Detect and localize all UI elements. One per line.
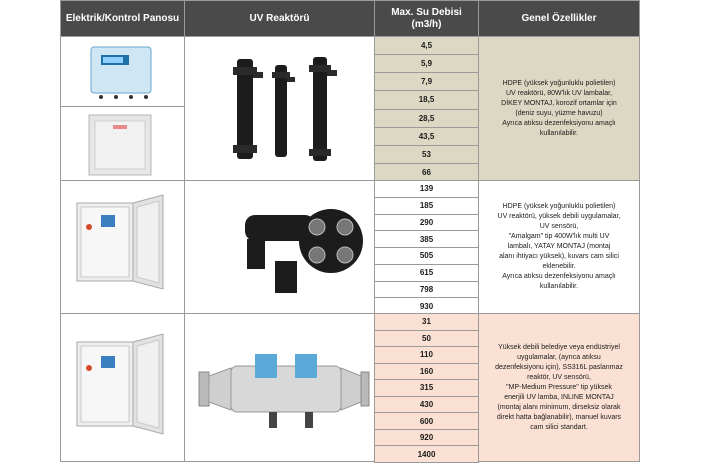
blue-control-panel-icon bbox=[61, 37, 186, 108]
flow-value-cell: 160 bbox=[374, 363, 479, 381]
flow-value-cell: 315 bbox=[374, 379, 479, 397]
flow-value-cell: 430 bbox=[374, 396, 479, 414]
flow-value-cell: 31 bbox=[374, 313, 479, 331]
flow-value-cell: 50 bbox=[374, 330, 479, 348]
flow-value-cell: 28,5 bbox=[374, 109, 479, 128]
flow-value-cell: 290 bbox=[374, 214, 479, 232]
horizontal-multi-lamp-uv-reactor-icon bbox=[185, 181, 376, 315]
flow-value-cell: 385 bbox=[374, 230, 479, 248]
open-electrical-cabinet-icon bbox=[61, 314, 186, 463]
features-description: HDPE (yüksek yoğunluklu polietilen) UV reaktörü, yüksek debili uygulamalar, UV sensörü, "Amalgam" tip 400W'lık multi UV lambalı, YATAY MONTAJ (montaj alanı ihtiyacı yüksek), kuvars cam silici eklenebilir. Ayrıca atıksu dezenfeksiyonu amaçlı kullanılabilir. bbox=[478, 180, 640, 314]
header-flow: Max. Su Debisi (m3/h) bbox=[374, 0, 479, 37]
flow-value-cell: 43,5 bbox=[374, 127, 479, 146]
flow-value-cell: 66 bbox=[374, 163, 479, 182]
flow-value-cell: 110 bbox=[374, 346, 479, 364]
open-electrical-cabinet-icon bbox=[61, 181, 186, 315]
features-description: Yüksek debili belediye veya endüstriyel uygulamalar, (ayrıca atıksu dezenfeksiyonu için), SS316L paslanmaz reaktör, UV sensörü, "MP-Medium Pressure" tip yüksek enerjili UV lamba, INLINE MONTAJ (montaj alanı minimum, dirseksiz olarak direkt hatta bağlanabilir), manuel kuvars cam silici standart. bbox=[478, 313, 640, 462]
header-panel: Elektrik/Kontrol Panosu bbox=[60, 0, 185, 37]
flow-value-cell: 5,9 bbox=[374, 54, 479, 73]
inline-stainless-uv-reactor-icon bbox=[185, 314, 376, 463]
flow-value-cell: 18,5 bbox=[374, 90, 479, 109]
control-panel-image bbox=[60, 106, 185, 181]
header-features: Genel Özellikler bbox=[478, 0, 640, 37]
header-reactor: UV Reaktörü bbox=[184, 0, 375, 37]
features-description: HDPE (yüksek yoğunluklu polietilen) UV reaktörü, 80W'lık UV lambalar, DİKEY MONTAJ, korozif ortamlar için (deniz suyu, yüzme havuzu) Ayrıca atıksu dezenfeksiyonu amaçlı kullanılabilir. bbox=[478, 36, 640, 181]
flow-value-cell: 615 bbox=[374, 264, 479, 282]
flow-value-cell: 930 bbox=[374, 297, 479, 315]
flow-value-cell: 139 bbox=[374, 180, 479, 198]
flow-value-cell: 798 bbox=[374, 281, 479, 299]
uv-reactor-image bbox=[184, 180, 375, 314]
control-panel-image bbox=[60, 180, 185, 314]
flow-value-cell: 53 bbox=[374, 145, 479, 164]
flow-value-cell: 7,9 bbox=[374, 72, 479, 91]
flow-value-cell: 1400 bbox=[374, 445, 479, 463]
flow-value-cell: 600 bbox=[374, 412, 479, 430]
control-panel-image bbox=[60, 313, 185, 462]
flow-value-cell: 185 bbox=[374, 197, 479, 215]
uv-reactor-image bbox=[184, 313, 375, 462]
flow-value-cell: 4,5 bbox=[374, 36, 479, 55]
vertical-black-uv-reactors-icon bbox=[185, 37, 376, 182]
white-electrical-cabinet-icon bbox=[61, 107, 186, 182]
flow-value-cell: 505 bbox=[374, 247, 479, 265]
uv-reactor-image bbox=[184, 36, 375, 181]
uv-reactor-spec-table bbox=[60, 0, 640, 462]
control-panel-image bbox=[60, 36, 185, 107]
flow-value-cell: 920 bbox=[374, 429, 479, 447]
